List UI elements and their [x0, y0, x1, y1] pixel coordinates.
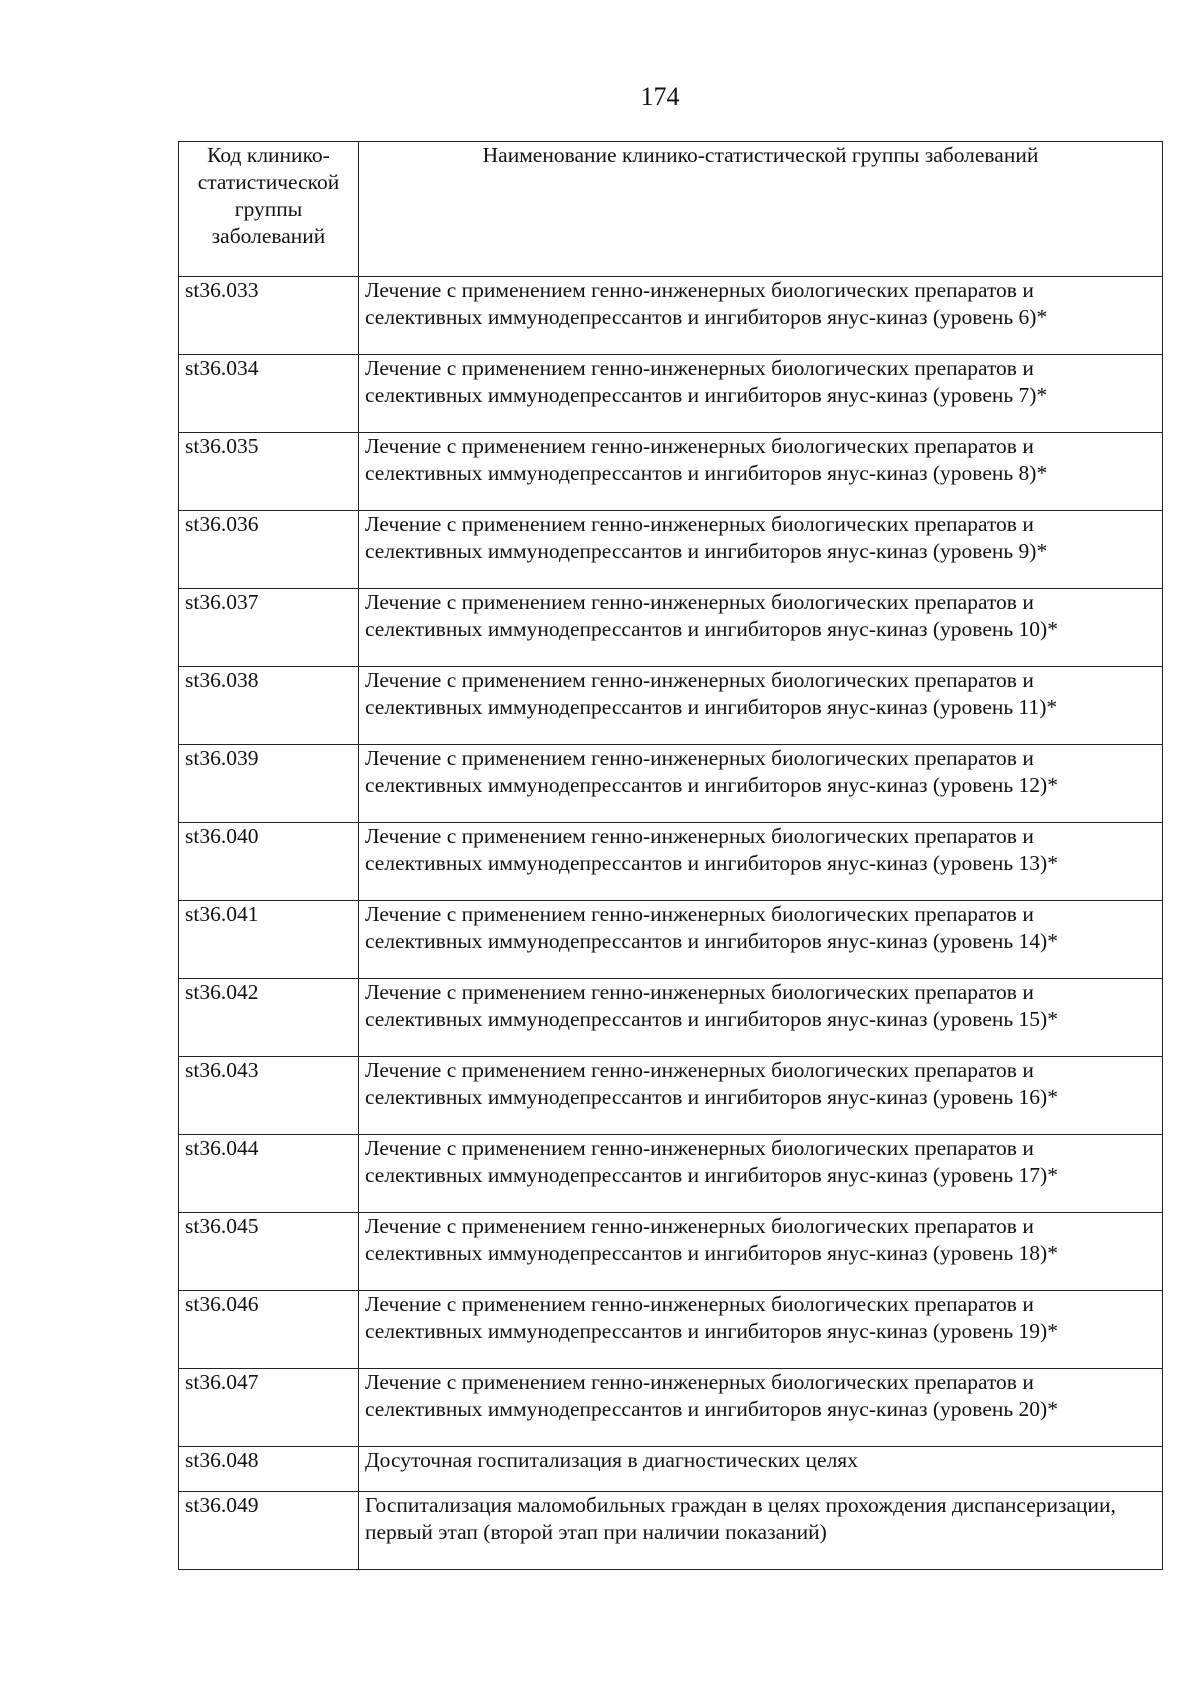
table-row: [179, 745, 1163, 823]
name-cell: Лечение с применением генно-инженерных биологических препаратов и селективных иммунодепрессантов и ингибиторов янус-киназ (уровень 16)*: [359, 1057, 1163, 1135]
table-row: [179, 589, 1163, 667]
name-cell: Лечение с применением генно-инженерных биологических препаратов и селективных иммунодепрессантов и ингибиторов янус-киназ (уровень 8)*: [359, 433, 1163, 511]
code-cell: st36.034: [179, 355, 359, 433]
table-header-row: [179, 142, 1163, 277]
name-cell: Лечение с применением генно-инженерных биологических препаратов и селективных иммунодепрессантов и ингибиторов янус-киназ (уровень 15)*: [359, 979, 1163, 1057]
name-cell: Лечение с применением генно-инженерных биологических препаратов и селективных иммунодепрессантов и ингибиторов янус-киназ (уровень 18)*: [359, 1213, 1163, 1291]
code-cell: st36.036: [179, 511, 359, 589]
code-cell: st36.048: [179, 1447, 359, 1492]
name-cell: Лечение с применением генно-инженерных биологических препаратов и селективных иммунодепрессантов и ингибиторов янус-киназ (уровень 19)*: [359, 1291, 1163, 1369]
code-cell: st36.037: [179, 589, 359, 667]
page-number: 174: [640, 82, 680, 111]
code-cell: st36.045: [179, 1213, 359, 1291]
kpg-table: [178, 141, 1163, 1570]
header-code: Код клинико-статистической группы заболеваний: [179, 142, 359, 277]
code-cell: st36.043: [179, 1057, 359, 1135]
table-row: [179, 1213, 1163, 1291]
code-cell: st36.047: [179, 1369, 359, 1447]
name-cell: Лечение с применением генно-инженерных биологических препаратов и селективных иммунодепрессантов и ингибиторов янус-киназ (уровень 14)*: [359, 901, 1163, 979]
name-cell: Лечение с применением генно-инженерных биологических препаратов и селективных иммунодепрессантов и ингибиторов янус-киназ (уровень 9)*: [359, 511, 1163, 589]
name-cell: Лечение с применением генно-инженерных биологических препаратов и селективных иммунодепрессантов и ингибиторов янус-киназ (уровень 10)*: [359, 589, 1163, 667]
name-cell: Лечение с применением генно-инженерных биологических препаратов и селективных иммунодепрессантов и ингибиторов янус-киназ (уровень 12)*: [359, 745, 1163, 823]
code-cell: st36.041: [179, 901, 359, 979]
name-cell: Лечение с применением генно-инженерных биологических препаратов и селективных иммунодепрессантов и ингибиторов янус-киназ (уровень 6)*: [359, 277, 1163, 355]
table-row: [179, 1369, 1163, 1447]
name-cell: Лечение с применением генно-инженерных биологических препаратов и селективных иммунодепрессантов и ингибиторов янус-киназ (уровень 20)*: [359, 1369, 1163, 1447]
code-cell: st36.046: [179, 1291, 359, 1369]
table-row: [179, 433, 1163, 511]
table-row: [179, 511, 1163, 589]
table-row: [179, 979, 1163, 1057]
name-cell: Госпитализация маломобильных граждан в целях прохождения диспансеризации, первый этап (второй этап при наличии показаний): [359, 1492, 1163, 1570]
code-cell: st36.042: [179, 979, 359, 1057]
table-row: [179, 1447, 1163, 1492]
name-cell: Лечение с применением генно-инженерных биологических препаратов и селективных иммунодепрессантов и ингибиторов янус-киназ (уровень 7)*: [359, 355, 1163, 433]
code-cell: st36.040: [179, 823, 359, 901]
code-cell: st36.038: [179, 667, 359, 745]
table-row: [179, 823, 1163, 901]
name-cell: Лечение с применением генно-инженерных биологических препаратов и селективных иммунодепрессантов и ингибиторов янус-киназ (уровень 11)*: [359, 667, 1163, 745]
code-cell: st36.049: [179, 1492, 359, 1570]
table-row: [179, 1291, 1163, 1369]
table-row: [179, 1057, 1163, 1135]
code-cell: st36.044: [179, 1135, 359, 1213]
name-cell: Лечение с применением генно-инженерных биологических препаратов и селективных иммунодепрессантов и ингибиторов янус-киназ (уровень 13)*: [359, 823, 1163, 901]
code-cell: st36.035: [179, 433, 359, 511]
table-row: [179, 1135, 1163, 1213]
code-cell: st36.033: [179, 277, 359, 355]
table-row: [179, 667, 1163, 745]
table-row: [179, 355, 1163, 433]
header-name: Наименование клинико-статистической группы заболеваний: [359, 142, 1163, 277]
name-cell: Лечение с применением генно-инженерных биологических препаратов и селективных иммунодепрессантов и ингибиторов янус-киназ (уровень 17)*: [359, 1135, 1163, 1213]
code-cell: st36.039: [179, 745, 359, 823]
table-row: [179, 901, 1163, 979]
name-cell: Досуточная госпитализация в диагностических целях: [359, 1447, 1163, 1492]
table-row: [179, 1492, 1163, 1570]
table-row: [179, 277, 1163, 355]
